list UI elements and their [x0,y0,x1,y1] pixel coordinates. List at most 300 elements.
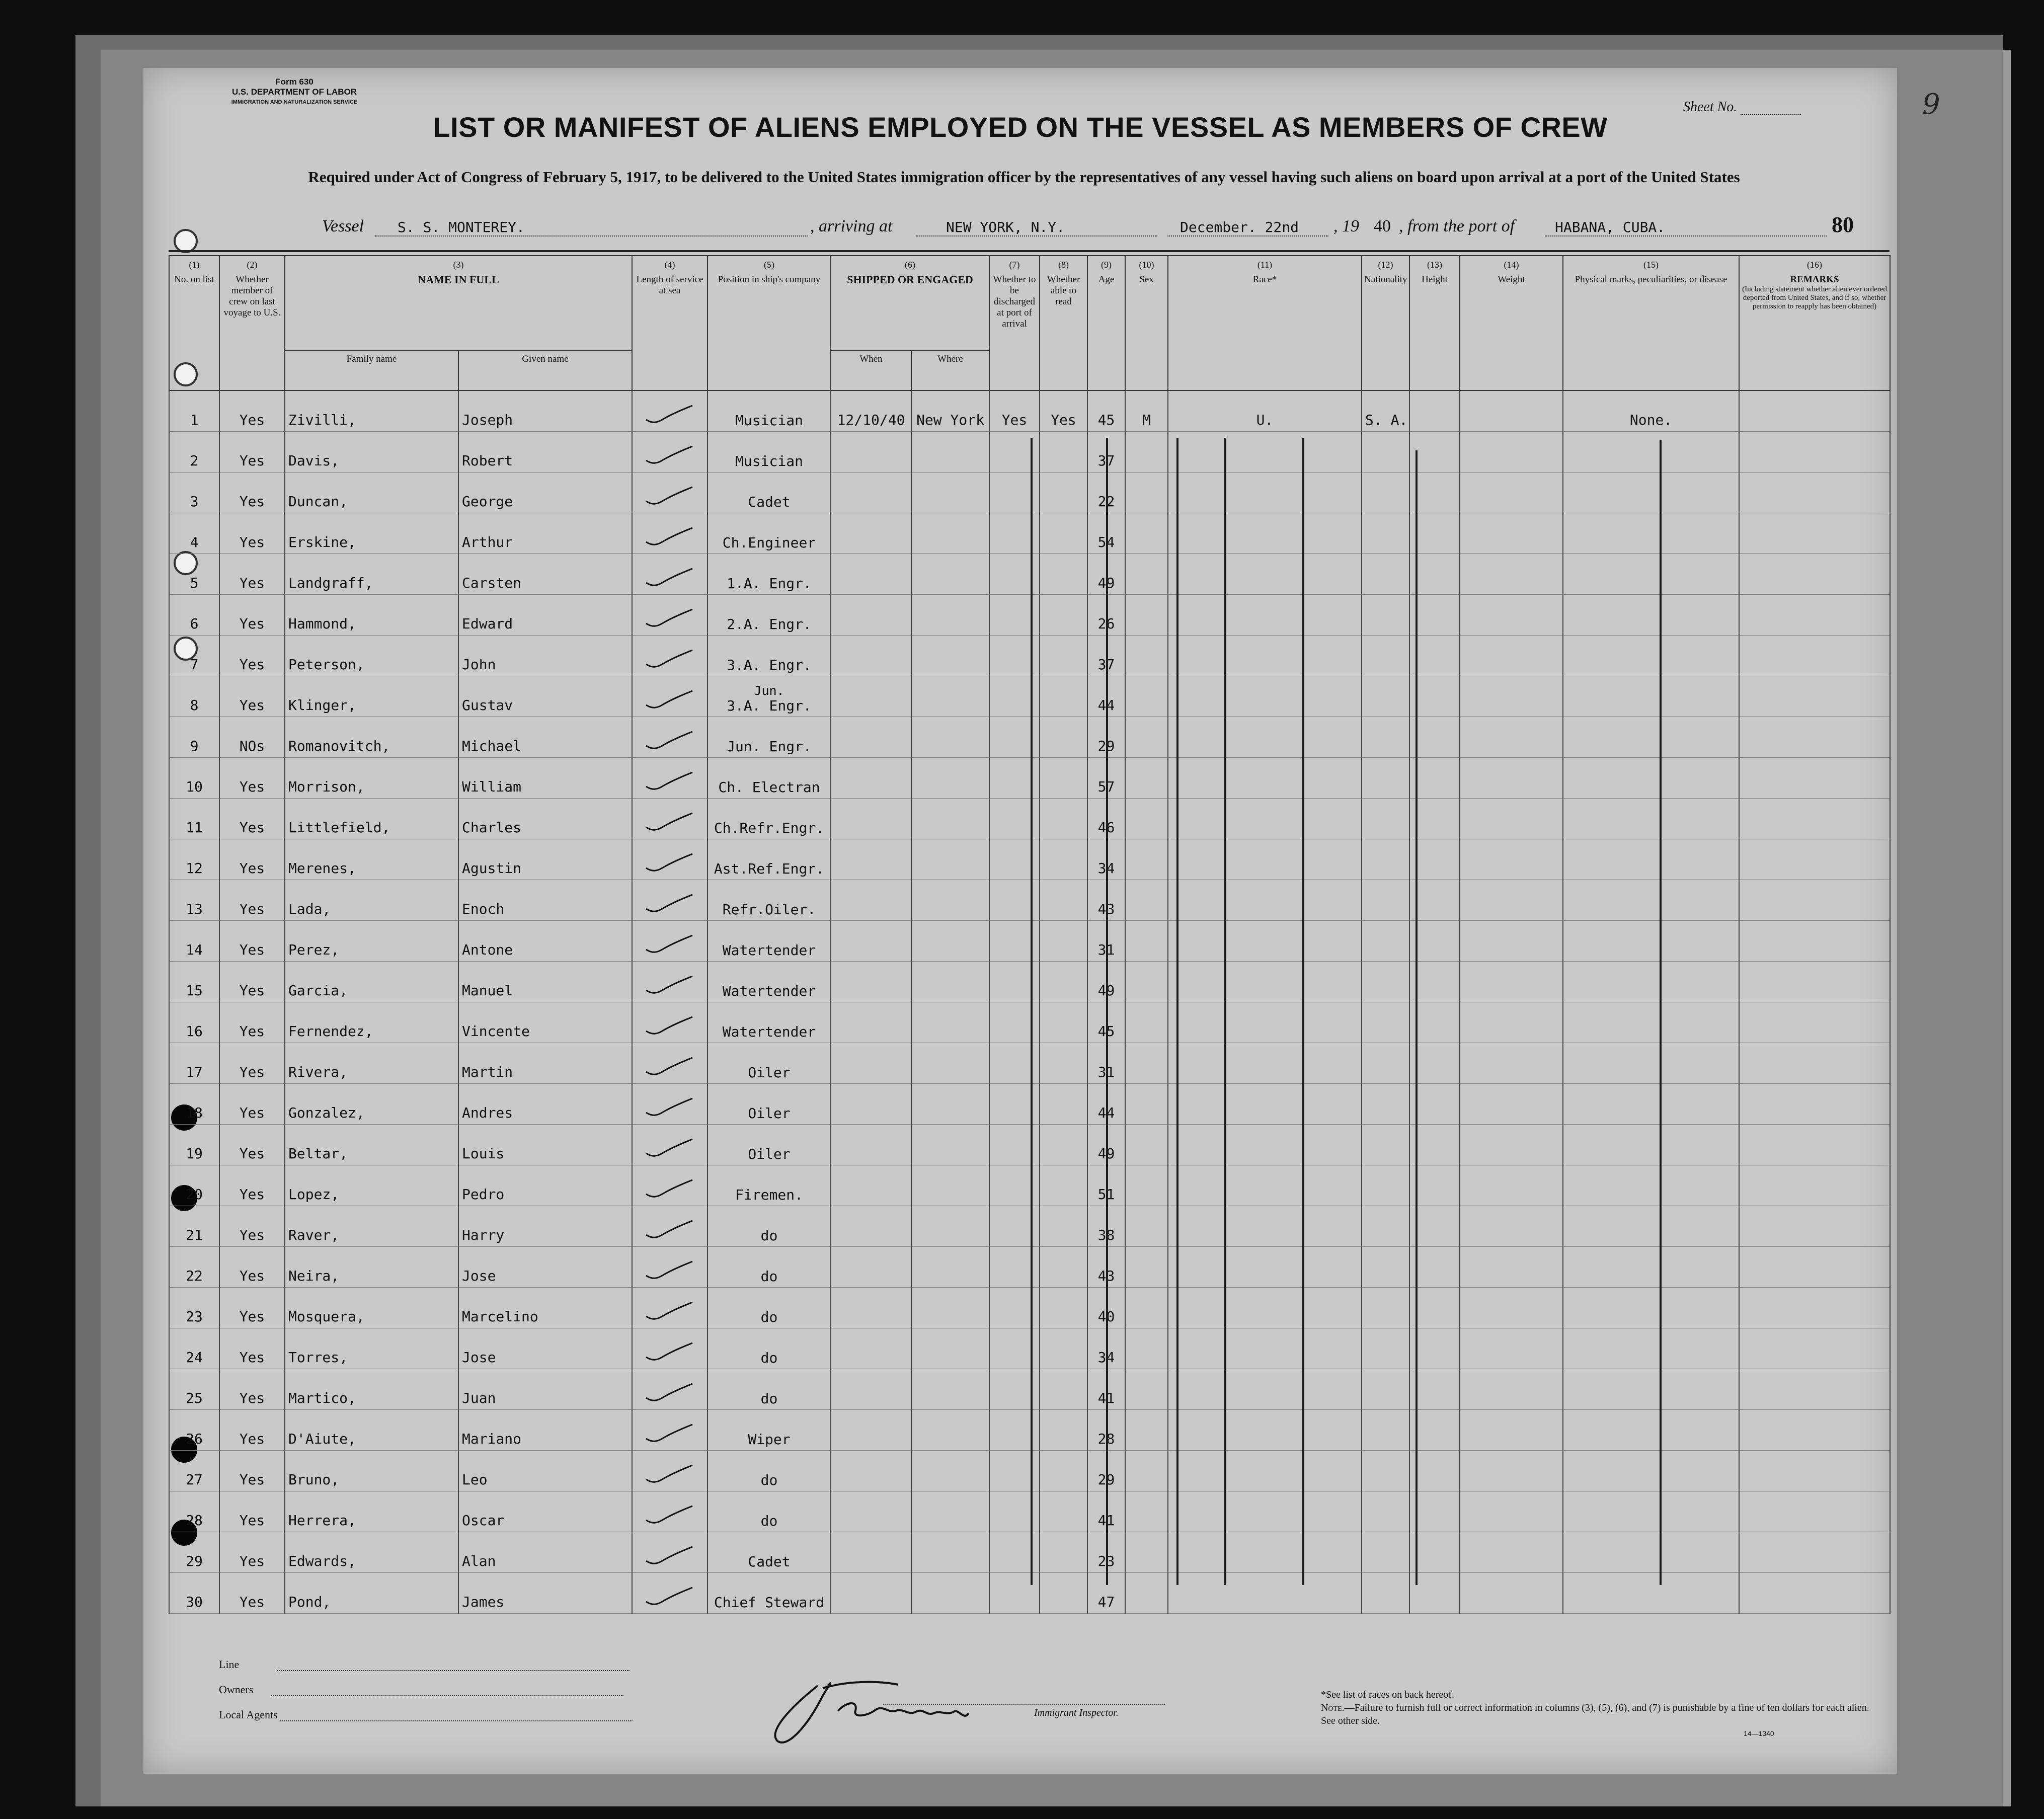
cell-length-of-service [632,1247,707,1288]
cell-nationality [1362,554,1409,595]
cell-family-name: Lada, [285,880,458,921]
cell-sex [1125,799,1168,839]
cell-previous-voyage: Yes [219,636,285,676]
cell-when [831,1165,911,1206]
margin-handwritten-number: 9 [1922,88,1940,121]
cell-age: 34 [1087,839,1125,880]
arrival-date: December. 22nd [1180,219,1299,235]
cell-previous-voyage: Yes [219,676,285,717]
cell-sex [1125,1573,1168,1614]
table-row [169,880,1890,921]
cell-nationality [1362,1573,1409,1614]
cell-where [911,880,989,921]
cell-previous-voyage: Yes [219,880,285,921]
table-row [169,717,1890,758]
cell-able-to-read [1040,758,1087,799]
cell-length-of-service [632,1084,707,1125]
cell-sex [1125,839,1168,880]
cell-no: 2 [169,432,219,472]
cell-age: 49 [1087,962,1125,1002]
cell-no: 25 [169,1369,219,1410]
cell-position-prefix: Jun. [754,683,784,698]
cell-family-name: Duncan, [285,472,458,513]
cell-where [911,1328,989,1369]
cell-physical-marks [1563,1206,1739,1247]
cell-length-of-service [632,758,707,799]
table-row [169,636,1890,676]
cell-sex [1125,1369,1168,1410]
cell-position: Firemen. [707,1165,831,1206]
table-row [169,432,1890,472]
cell-able-to-read [1040,839,1087,880]
cell-given-name: Agustin [458,839,632,880]
cell-age: 31 [1087,921,1125,962]
year-prefix: , 19 [1333,217,1359,235]
cell-given-name: Robert [458,432,632,472]
cell-weight [1460,1043,1563,1084]
cell-family-name: Littlefield, [285,799,458,839]
cell-weight [1460,1125,1563,1165]
cell-physical-marks [1563,1532,1739,1573]
cell-able-to-read [1040,1125,1087,1165]
cell-position: do [707,1491,831,1532]
cell-age: 44 [1087,1084,1125,1125]
cell-position: Watertender [707,921,831,962]
cell-able-to-read [1040,1043,1087,1084]
cell-previous-voyage: Yes [219,1328,285,1369]
cell-when [831,513,911,554]
cell-no: 18 [169,1084,219,1125]
cell-when [831,1247,911,1288]
sheet-number-label: Sheet No. [1683,99,1738,115]
cell-remarks [1739,1002,1890,1043]
cell-race [1168,595,1362,636]
cell-previous-voyage: Yes [219,799,285,839]
cell-family-name: Mosquera, [285,1288,458,1328]
table-row [169,595,1890,636]
cell-where [911,1043,989,1084]
check-mark-icon [642,1057,697,1077]
cell-able-to-read [1040,1328,1087,1369]
cell-nationality [1362,1288,1409,1328]
cell-nationality [1362,1532,1409,1573]
cell-able-to-read [1040,1288,1087,1328]
cell-length-of-service [632,880,707,921]
cell-given-name: Andres [458,1084,632,1125]
cell-where [911,758,989,799]
cell-position: Cadet [707,472,831,513]
cell-weight [1460,1206,1563,1247]
cell-position: 2.A. Engr. [707,595,831,636]
sheet-count: 80 [1832,212,1854,237]
cell-physical-marks [1563,636,1739,676]
department-name: U.S. DEPARTMENT OF LABOR [231,87,357,97]
cell-where [911,1491,989,1532]
cell-position: do [707,1206,831,1247]
races-note: *See list of races on back hereof. [1321,1689,1454,1700]
cell-when [831,839,911,880]
cell-sex [1125,1206,1168,1247]
cell-family-name: Gonzalez, [285,1084,458,1125]
cell-physical-marks [1563,1002,1739,1043]
cell-able-to-read [1040,921,1087,962]
cell-able-to-read [1040,1410,1087,1451]
manifest-page [143,68,1940,1774]
cell-able-to-read [1040,1165,1087,1206]
cell-nationality: S. A. [1362,390,1409,432]
cell-physical-marks [1563,799,1739,839]
table-row [169,1328,1890,1369]
cell-age: 49 [1087,1125,1125,1165]
table-row [169,1573,1890,1614]
cell-given-name: Martin [458,1043,632,1084]
cell-remarks [1739,554,1890,595]
cell-where [911,636,989,676]
cell-race [1168,1084,1362,1125]
cell-when [831,1206,911,1247]
cell-when [831,595,911,636]
cell-age: 37 [1087,432,1125,472]
cell-physical-marks [1563,1451,1739,1491]
vessel-dotline [375,235,808,236]
cell-position: Ch. Electran [707,758,831,799]
cell-weight [1460,595,1563,636]
check-mark-icon [642,527,697,547]
form-code: 14—1340 [1744,1729,1774,1737]
cell-no: 7 [169,636,219,676]
cell-nationality [1362,799,1409,839]
cell-length-of-service [632,1410,707,1451]
cell-nationality [1362,962,1409,1002]
cell-length-of-service [632,595,707,636]
cell-previous-voyage: Yes [219,1125,285,1165]
cell-age: 28 [1087,1410,1125,1451]
cell-age: 45 [1087,390,1125,432]
arriving-label: , arriving at [810,217,893,235]
table-row [169,676,1890,717]
cell-when [831,880,911,921]
cell-weight [1460,839,1563,880]
cell-weight [1460,921,1563,962]
cell-age: 46 [1087,799,1125,839]
cell-able-to-read [1040,554,1087,595]
cell-no: 4 [169,513,219,554]
cell-length-of-service [632,799,707,839]
cell-able-to-read [1040,962,1087,1002]
cell-position: do [707,1288,831,1328]
cell-where [911,1165,989,1206]
cell-physical-marks: None. [1563,390,1739,432]
cell-length-of-service [632,921,707,962]
cell-sex [1125,1002,1168,1043]
cell-physical-marks [1563,1084,1739,1125]
check-mark-icon [642,608,697,628]
cell-previous-voyage: Yes [219,1532,285,1573]
crew-table-wrap [169,255,1890,1634]
cell-remarks [1739,1451,1890,1491]
cell-physical-marks [1563,472,1739,513]
cell-previous-voyage: Yes [219,1491,285,1532]
cell-remarks [1739,1573,1890,1614]
cell-position: Jun. Engr. [707,717,831,758]
cell-weight [1460,1247,1563,1288]
vessel-name: S. S. MONTEREY. [398,219,525,235]
cell-nationality [1362,921,1409,962]
cell-physical-marks [1563,595,1739,636]
cell-family-name: Landgraff, [285,554,458,595]
cell-family-name: Pond, [285,1573,458,1614]
table-row [169,1410,1890,1451]
cell-previous-voyage: Yes [219,595,285,636]
cell-age: 23 [1087,1532,1125,1573]
cell-physical-marks [1563,758,1739,799]
cell-family-name: Morrison, [285,758,458,799]
cell-remarks [1739,636,1890,676]
cell-where [911,799,989,839]
col-header-race: (11) Race* [1168,256,1362,390]
cell-no: 20 [169,1165,219,1206]
cell-no: 29 [169,1532,219,1573]
cell-nationality [1362,1410,1409,1451]
cell-given-name: Enoch [458,880,632,921]
cell-able-to-read [1040,1002,1087,1043]
cell-weight [1460,1328,1563,1369]
cell-family-name: Herrera, [285,1491,458,1532]
cell-weight [1460,1491,1563,1532]
cell-where [911,1084,989,1125]
cell-race [1168,1532,1362,1573]
cell-no: 30 [169,1573,219,1614]
cell-weight [1460,880,1563,921]
ditto-line-when [1031,438,1033,1585]
table-row [169,554,1890,595]
cell-able-to-read [1040,1084,1087,1125]
cell-discharged: Yes [989,390,1040,432]
cell-age: 51 [1087,1165,1125,1206]
table-row [169,1491,1890,1532]
cell-where [911,1002,989,1043]
vessel-label: Vessel [322,217,364,235]
cell-length-of-service [632,1206,707,1247]
cell-race [1168,1573,1362,1614]
cell-age: 37 [1087,636,1125,676]
cell-position: do [707,1369,831,1410]
cell-length-of-service [632,513,707,554]
cell-race [1168,1002,1362,1043]
cell-race [1168,1043,1362,1084]
cell-family-name: Rivera, [285,1043,458,1084]
cell-position: 1.A. Engr. [707,554,831,595]
cell-length-of-service [632,1125,707,1165]
col-header-weight: (14) Weight [1460,256,1563,390]
cell-when [831,1491,911,1532]
cell-family-name: Peterson, [285,636,458,676]
cell-sex [1125,1328,1168,1369]
cell-age: 44 [1087,676,1125,717]
cell-age: 26 [1087,595,1125,636]
cell-nationality [1362,717,1409,758]
cell-given-name: Charles [458,799,632,839]
col-header-shipped-or-engaged: (6) SHIPPED OR ENGAGED [831,256,989,350]
cell-family-name: Beltar, [285,1125,458,1165]
cell-previous-voyage: Yes [219,1002,285,1043]
cell-race [1168,554,1362,595]
owners-field [219,1683,623,1696]
cell-given-name: Oscar [458,1491,632,1532]
cell-nationality [1362,1043,1409,1084]
cell-remarks [1739,1206,1890,1247]
cell-position: Ast.Ref.Engr. [707,839,831,880]
table-row [169,1043,1890,1084]
cell-age: 34 [1087,1328,1125,1369]
port-dotline [916,235,1157,236]
cell-length-of-service [632,636,707,676]
cell-age: 31 [1087,1043,1125,1084]
cell-age: 43 [1087,1247,1125,1288]
cell-sex [1125,676,1168,717]
cell-age: 40 [1087,1288,1125,1328]
cell-no: 11 [169,799,219,839]
cell-where [911,1410,989,1451]
cell-physical-marks [1563,1125,1739,1165]
cell-when [831,758,911,799]
cell-remarks [1739,1328,1890,1369]
form-number: Form 630 [275,77,313,87]
cell-physical-marks [1563,962,1739,1002]
cell-physical-marks [1563,1043,1739,1084]
cell-nationality [1362,1084,1409,1125]
cell-age: 38 [1087,1206,1125,1247]
cell-family-name: Perez, [285,921,458,962]
cell-given-name: Louis [458,1125,632,1165]
cell-nationality [1362,1369,1409,1410]
cell-given-name: Harry [458,1206,632,1247]
cell-remarks [1739,1410,1890,1451]
cell-previous-voyage: Yes [219,921,285,962]
cell-family-name: Lopez, [285,1165,458,1206]
cell-remarks [1739,880,1890,921]
cell-position: Oiler [707,1125,831,1165]
cell-able-to-read [1040,1451,1087,1491]
col-header-physical-marks: (15) Physical marks, peculiarities, or disease [1563,256,1739,390]
cell-given-name: Manuel [458,962,632,1002]
table-row [169,1165,1890,1206]
cell-sex [1125,513,1168,554]
cell-when [831,1043,911,1084]
check-mark-icon [642,853,697,873]
cell-family-name: Klinger, [285,676,458,717]
cell-age: 22 [1087,472,1125,513]
table-row [169,962,1890,1002]
cell-race: U. [1168,390,1362,432]
cell-no: 28 [169,1491,219,1532]
cell-given-name: Jose [458,1247,632,1288]
cell-where [911,676,989,717]
cell-when [831,962,911,1002]
cell-physical-marks [1563,921,1739,962]
cell-given-name: Leo [458,1451,632,1491]
cell-where [911,472,989,513]
cell-when: 12/10/40 [831,390,911,432]
cell-when [831,1328,911,1369]
cell-nationality [1362,1491,1409,1532]
cell-physical-marks [1563,513,1739,554]
local-agents-label: Local Agents [219,1708,278,1721]
cell-previous-voyage: Yes [219,1247,285,1288]
check-mark-icon [642,486,697,506]
cell-race [1168,921,1362,962]
cell-no: 12 [169,839,219,880]
cell-when [831,1573,911,1614]
table-row [169,1084,1890,1125]
cell-position: do [707,1328,831,1369]
page-subtitle: Required under Act of Congress of February 5, 1917, to be delivered to the United States immigration officer by the representatives of any vessel having such aliens on board upon arrival at a port of the United States [308,168,1740,186]
cell-family-name: Zivilli, [285,390,458,432]
check-mark-icon [642,894,697,914]
cell-remarks [1739,1165,1890,1206]
arrival-port: NEW YORK, N.Y. [946,219,1065,235]
cell-weight [1460,1451,1563,1491]
cell-race [1168,472,1362,513]
cell-remarks [1739,595,1890,636]
from-port-label: , from the port of [1399,217,1515,235]
cell-race [1168,1206,1362,1247]
line-field [219,1658,630,1671]
cell-able-to-read [1040,1206,1087,1247]
cell-weight [1460,636,1563,676]
cell-where [911,1288,989,1328]
cell-weight [1460,472,1563,513]
cell-remarks [1739,839,1890,880]
cell-remarks [1739,962,1890,1002]
cell-length-of-service [632,1491,707,1532]
check-mark-icon [642,1016,697,1036]
cell-weight [1460,962,1563,1002]
cell-when [831,636,911,676]
cell-where [911,1451,989,1491]
cell-where: New York [911,390,989,432]
cell-nationality [1362,1247,1409,1288]
col-header-when: When [831,350,911,390]
cell-when [831,676,911,717]
cell-nationality [1362,839,1409,880]
cell-length-of-service [632,472,707,513]
cell-able-to-read [1040,1491,1087,1532]
cell-position: Musician [707,390,831,432]
cell-previous-voyage: Yes [219,1165,285,1206]
cell-sex [1125,1084,1168,1125]
cell-weight [1460,1573,1563,1614]
cell-nationality [1362,880,1409,921]
ditto-line-read [1224,438,1226,1585]
cell-race [1168,513,1362,554]
cell-sex [1125,717,1168,758]
cell-position: Watertender [707,1002,831,1043]
cell-race [1168,676,1362,717]
cell-remarks [1739,921,1890,962]
cell-able-to-read [1040,1369,1087,1410]
cell-race [1168,962,1362,1002]
cell-physical-marks [1563,554,1739,595]
cell-no: 5 [169,554,219,595]
cell-when [831,1369,911,1410]
table-row [169,1288,1890,1328]
table-row [169,1451,1890,1491]
cell-age: 49 [1087,554,1125,595]
cell-previous-voyage: Yes [219,390,285,432]
col-header-given-name: Given name [458,350,632,390]
check-mark-icon [642,1587,697,1607]
